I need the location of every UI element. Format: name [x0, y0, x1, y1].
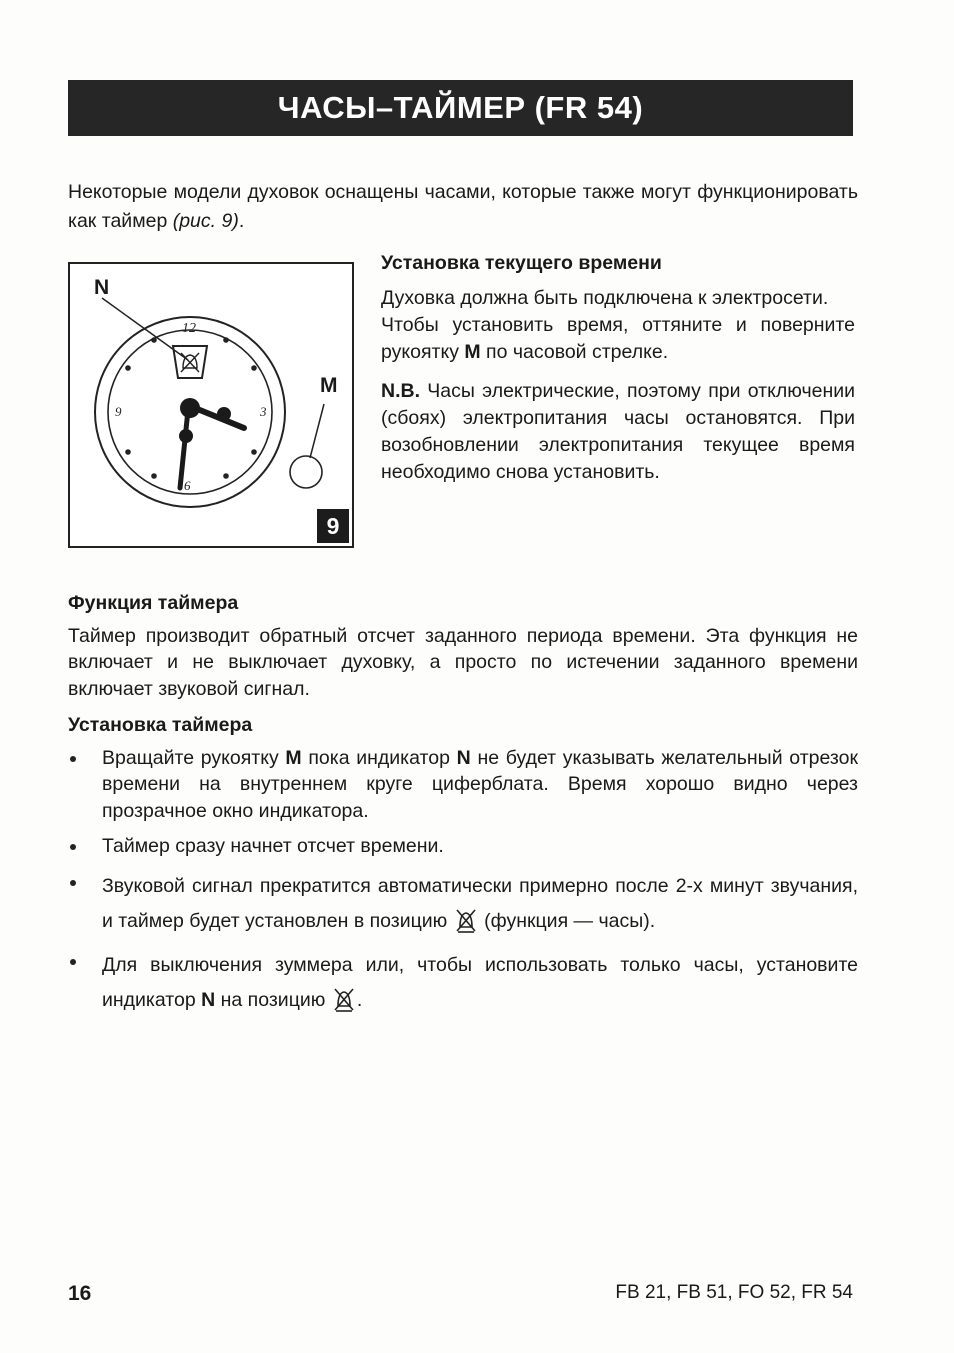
timer-function-heading: Функция таймера [68, 592, 239, 614]
bell-crossed-icon [455, 907, 477, 933]
note-text: Часы электрические, поэтому при отключении (сбоях) электропитания часы остановятся. При возобновлении электропитания текущее время необходимо снова установить. [381, 380, 855, 483]
current-time-p2 [381, 312, 855, 366]
step1-text-b: пока индикатор [301, 746, 457, 769]
knob-m-ref: M [464, 341, 481, 363]
minute-hand [180, 410, 188, 488]
dial-number-12: 12 [182, 321, 196, 336]
indicator-pointer-line [102, 298, 188, 360]
step3-text-b: (функция — часы). [478, 909, 656, 932]
figure-reference: (рис. 9) [172, 210, 239, 232]
hand-center-hub [180, 398, 200, 418]
step4-text-a: Для выключения зуммера или, чтобы использовать только часы, установите индикатор [102, 953, 858, 1011]
model-list: FB 21, FB 51, FO 52, FR 54 [615, 1282, 853, 1303]
step4-indicator-n: N [201, 988, 216, 1011]
list-item [68, 745, 858, 825]
knob-pointer-line [310, 404, 324, 458]
page-title [68, 80, 853, 136]
current-time-p2-end: по часовой стрелке. [480, 341, 669, 363]
step1-text-a: Вращайте рукоятку [102, 746, 286, 769]
bell-crossed-icon [333, 986, 355, 1012]
step1-text-c: не будет указывать желательный отрезок времени на внутреннем круге циферблата. Время хорошо видно через прозрачное окно индикатора. [102, 746, 858, 822]
dial-number-3: 3 [260, 404, 267, 419]
intro-end: . [238, 210, 245, 232]
figure-number: 9 [317, 509, 349, 543]
note-paragraph [381, 378, 855, 486]
intro-paragraph [68, 178, 858, 236]
label-m: M [320, 374, 338, 397]
list-item [68, 948, 858, 1018]
timer-setting-section [68, 712, 858, 1027]
intro-text: Некоторые модели духовок оснащены часами, которые также могут функционировать как таймер [68, 181, 858, 232]
label-n: N [94, 276, 110, 299]
dial-number-9: 9 [115, 404, 122, 419]
step4-text-b: на позицию [215, 988, 331, 1011]
clock-diagram [70, 264, 352, 546]
current-time-p1: Духовка должна быть подключена к электросети. [381, 287, 829, 309]
step1-knob-m: M [285, 746, 302, 769]
knob-m [290, 456, 322, 488]
step4-text-c: . [356, 988, 363, 1011]
page-title-text: ЧАСЫ–ТАЙМЕР (FR 54) [277, 90, 644, 125]
list-item [68, 869, 858, 939]
hour-hand-knob [217, 407, 231, 421]
list-item: Таймер сразу начнет отсчет времени. [68, 833, 858, 860]
timer-setting-heading: Установка таймера [68, 714, 253, 736]
current-time-heading: Установка текущего времени [381, 252, 662, 274]
timer-function-text: Таймер производит обратный отсчет заданного периода времени. Эта функция не включает и не выключает духовку, а просто по истечении заданного времени включает звуковой сигнал. [68, 624, 858, 700]
minute-hand-knob [179, 429, 193, 443]
current-time-p2-text: Чтобы установить время, оттяните и поверните рукоятку [381, 314, 855, 363]
timer-steps-list [68, 745, 858, 1018]
current-time-section [381, 250, 855, 486]
dial-number-6: 6 [184, 478, 191, 493]
timer-function-section [68, 590, 858, 702]
clock-figure [68, 262, 354, 548]
bell-crossed-icon [181, 353, 199, 372]
note-label: N.B. [381, 380, 420, 402]
step1-indicator-n: N [456, 746, 471, 769]
page-number: 16 [68, 1282, 92, 1305]
step3-text-a: Звуковой сигнал прекратится автоматически примерно после 2-х минут звучания, и таймер будет установлен в позицию [102, 874, 858, 932]
